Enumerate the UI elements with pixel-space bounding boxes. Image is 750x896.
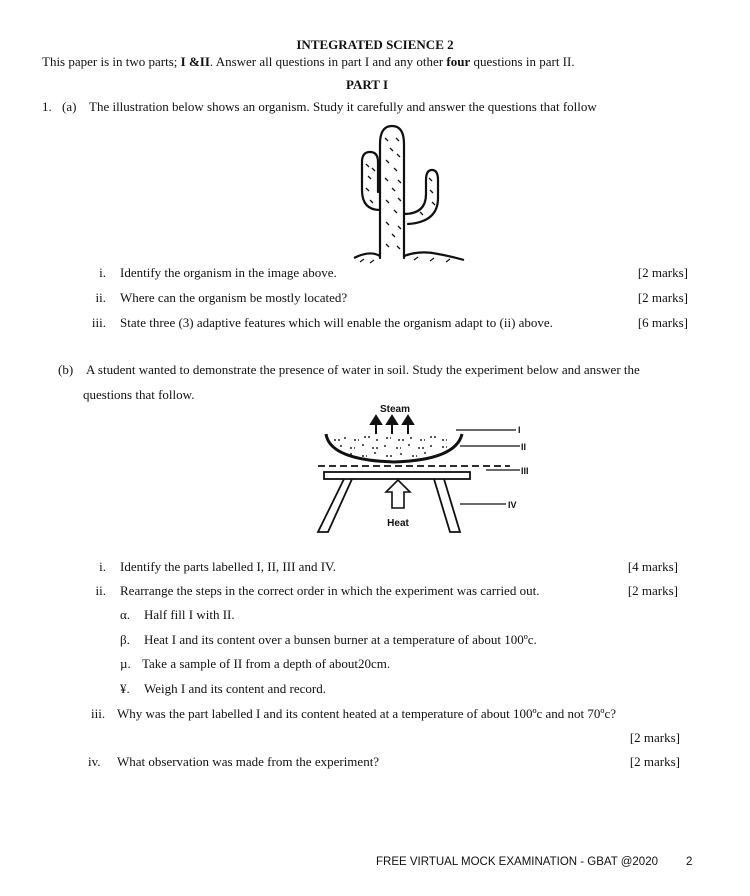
instructions-part2: . Answer all questions in part I and any other [209, 54, 447, 69]
b-item-2-text: Rearrange the steps in the correct order in which the experiment was carried out. [120, 583, 540, 598]
b-item-3-text: Why was the part labelled I and its content heated at a temperature of about 100ºc and not 70ºc? [117, 706, 616, 721]
question-number: 1. [42, 99, 52, 114]
instructions [42, 54, 575, 70]
a-item-1-num: i. [99, 265, 106, 280]
instructions-part3: questions in part II. [470, 54, 575, 69]
step-alpha-text: Half fill I with II. [144, 607, 235, 622]
b-item-4-num: iv. [88, 754, 101, 769]
label-IV: IV [508, 500, 517, 510]
b-item-2-marks: [2 marks] [627, 583, 678, 598]
steam-arrows-icon [371, 416, 413, 434]
label-III: III [521, 466, 529, 476]
b-item-4-marks: [2 marks] [629, 754, 680, 769]
step-yen-text: Weigh I and its content and record. [144, 681, 326, 696]
b-item-1-num: i. [99, 559, 106, 574]
a-item-1-marks: [2 marks] [637, 265, 688, 280]
part-a-prompt: The illustration below shows an organism. Study it carefully and answer the questions that follow [89, 99, 597, 114]
label-I: I [518, 425, 521, 435]
label-II: II [521, 442, 527, 452]
step-beta-symbol: β. [120, 632, 130, 647]
part-b-prompt-line1: A student wanted to demonstrate the presence of water in soil. Study the experiment below and answer the [86, 362, 640, 377]
b-item-3-marks: [2 marks] [629, 730, 680, 745]
a-item-3-num: iii. [91, 315, 106, 330]
a-item-3-marks: [6 marks] [637, 315, 688, 330]
step-beta-text: Heat I and its content over a bunsen burner at a temperature of about 100ºc. [144, 632, 537, 647]
cactus-illustration [350, 118, 470, 266]
page-number: 2 [686, 856, 693, 868]
step-mu-text: Take a sample of II from a depth of about20cm. [142, 656, 391, 671]
tripod-top [324, 472, 470, 479]
a-item-2-num: ii. [95, 290, 106, 305]
part-b-prompt-line2: questions that follow. [83, 387, 195, 402]
instructions-part1: This paper is in two parts; [42, 54, 181, 69]
footer-text: FREE VIRTUAL MOCK EXAMINATION - GBAT @2020 [376, 856, 658, 868]
b-item-2-num: ii. [95, 583, 106, 598]
step-alpha-symbol: α. [120, 607, 131, 622]
b-item-3-num: iii. [91, 706, 106, 721]
instructions-four-bold: four [446, 54, 471, 69]
a-item-2-marks: [2 marks] [637, 290, 688, 305]
a-item-1-text: Identify the organism in the image above. [120, 265, 337, 280]
step-yen-symbol: ¥. [120, 681, 130, 696]
b-item-1-marks: [4 marks] [627, 559, 678, 574]
b-item-1-text: Identify the parts labelled I, II, III and IV. [120, 559, 336, 574]
soil-heating-diagram [310, 400, 540, 536]
step-mu-symbol: µ. [120, 656, 131, 671]
part-a-label: (a) [62, 99, 77, 114]
exam-title: INTEGRATED SCIENCE 2 [296, 37, 454, 52]
part-b-label: (b) [58, 362, 74, 377]
heat-arrow-icon [386, 480, 410, 508]
part-heading: PART I [345, 77, 389, 92]
instructions-parts-bold: I &II [180, 54, 210, 69]
steam-label: Steam [379, 404, 411, 415]
heat-label: Heat [387, 518, 409, 529]
a-item-3-text: State three (3) adaptive features which will enable the organism adapt to (ii) above. [120, 315, 553, 330]
a-item-2-text: Where can the organism be mostly located? [120, 290, 348, 305]
b-item-4-text: What observation was made from the experiment? [117, 754, 380, 769]
